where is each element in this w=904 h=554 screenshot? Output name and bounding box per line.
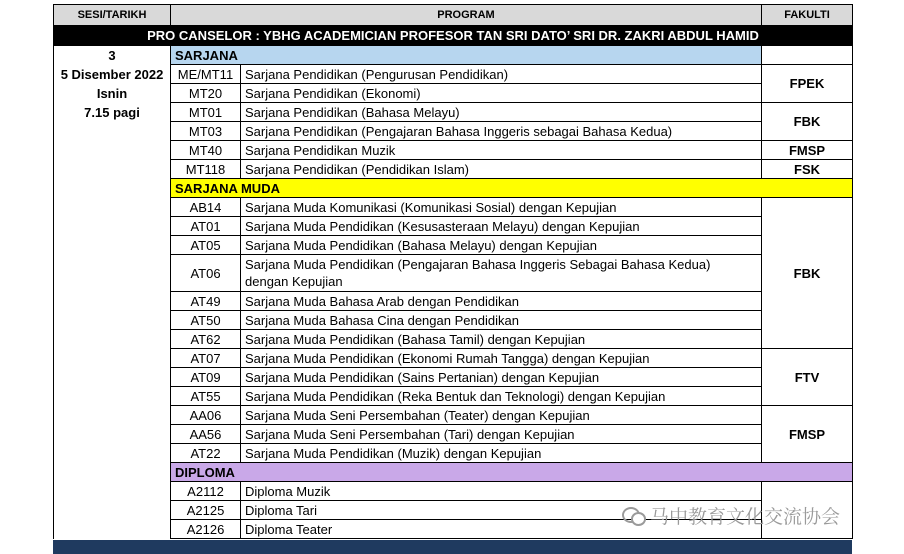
program-code: AT09 bbox=[171, 368, 241, 387]
program-name: Sarjana Muda Pendidikan (Bahasa Melayu) dengan Kepujian bbox=[241, 236, 762, 255]
program-name: Sarjana Muda Pendidikan (Bahasa Tamil) dengan Kepujian bbox=[241, 330, 762, 349]
program-name: Diploma Muzik bbox=[241, 482, 762, 501]
sesi-blank bbox=[54, 179, 171, 539]
table-row bbox=[54, 236, 853, 255]
program-code: AT01 bbox=[171, 217, 241, 236]
header-sesi: SESI/TARIKH bbox=[54, 5, 171, 26]
table-row bbox=[54, 387, 853, 406]
program-name: Diploma Tari bbox=[241, 501, 762, 520]
table-row bbox=[54, 406, 853, 425]
program-name: Sarjana Muda Bahasa Cina dengan Pendidikan bbox=[241, 311, 762, 330]
program-code: A2126 bbox=[171, 520, 241, 539]
program-name: Sarjana Muda Pendidikan (Pengajaran Bahasa Inggeris Sebagai Bahasa Kedua) dengan Kepujian bbox=[241, 255, 762, 292]
program-code: AT06 bbox=[171, 255, 241, 292]
program-name: Sarjana Pendidikan Muzik bbox=[241, 141, 762, 160]
footer-bar bbox=[53, 540, 852, 554]
table-header-row bbox=[54, 5, 853, 26]
table-row bbox=[54, 482, 853, 501]
program-name: Sarjana Muda Pendidikan (Sains Pertanian) dengan Kepujian bbox=[241, 368, 762, 387]
program-name: Diploma Teater bbox=[241, 520, 762, 539]
program-name: Sarjana Muda Pendidikan (Ekonomi Rumah Tangga) dengan Kepujian bbox=[241, 349, 762, 368]
program-code: AT05 bbox=[171, 236, 241, 255]
program-code: A2112 bbox=[171, 482, 241, 501]
program-name: Sarjana Muda Pendidikan (Muzik) dengan Kepujian bbox=[241, 444, 762, 463]
program-name: Sarjana Muda Bahasa Arab dengan Pendidikan bbox=[241, 292, 762, 311]
section-diploma: DIPLOMA bbox=[171, 463, 853, 482]
program-name: Sarjana Pendidikan (Pengurusan Pendidikan) bbox=[241, 65, 762, 84]
fakulti-fbk: FBK bbox=[762, 198, 853, 349]
table-row bbox=[54, 311, 853, 330]
table-row bbox=[54, 368, 853, 387]
program-name: Sarjana Pendidikan (Bahasa Melayu) bbox=[241, 103, 762, 122]
table-row bbox=[54, 292, 853, 311]
section-row-diploma bbox=[54, 463, 853, 482]
table-row bbox=[54, 255, 853, 292]
table-row bbox=[54, 217, 853, 236]
program-name: Sarjana Muda Pendidikan (Reka Bentuk dan Teknologi) dengan Kepujian bbox=[241, 387, 762, 406]
program-code: AT49 bbox=[171, 292, 241, 311]
fakulti-fsk: FSK bbox=[762, 160, 853, 179]
fakulti-fbk: FBK bbox=[762, 103, 853, 141]
table-row bbox=[54, 141, 853, 160]
program-code: MT01 bbox=[171, 103, 241, 122]
program-name: Sarjana Muda Komunikasi (Komunikasi Sosial) dengan Kepujian bbox=[241, 198, 762, 217]
section-row-sarjana-muda bbox=[54, 179, 853, 198]
table-row bbox=[54, 103, 853, 122]
program-code: AT22 bbox=[171, 444, 241, 463]
program-code: AT55 bbox=[171, 387, 241, 406]
table-row bbox=[54, 84, 853, 103]
program-name: Sarjana Muda Pendidikan (Kesusasteraan Melayu) dengan Kepujian bbox=[241, 217, 762, 236]
program-code: MT20 bbox=[171, 84, 241, 103]
pro-canselor-text: PRO CANSELOR : YBHG ACADEMICIAN PROFESOR TAN SRI DATO’ SRI DR. ZAKRI ABDUL HAMID bbox=[54, 26, 853, 46]
pro-canselor-row bbox=[54, 26, 853, 46]
program-code: MT03 bbox=[171, 122, 241, 141]
program-code: AT50 bbox=[171, 311, 241, 330]
fakulti-fpek: FPEK bbox=[762, 65, 853, 103]
section-row-sarjana bbox=[54, 46, 853, 65]
program-code: AA06 bbox=[171, 406, 241, 425]
program-name: Sarjana Pendidikan (Pendidikan Islam) bbox=[241, 160, 762, 179]
program-name: Sarjana Pendidikan (Pengajaran Bahasa Inggeris sebagai Bahasa Kedua) bbox=[241, 122, 762, 141]
program-code: AB14 bbox=[171, 198, 241, 217]
program-code: A2125 bbox=[171, 501, 241, 520]
table-row bbox=[54, 349, 853, 368]
table-row bbox=[54, 65, 853, 84]
sesi-date: 5 Disember 2022 bbox=[60, 67, 164, 82]
program-name: Sarjana Pendidikan (Ekonomi) bbox=[241, 84, 762, 103]
header-program: PROGRAM bbox=[171, 5, 762, 26]
fakulti-fmsp: FMSP bbox=[762, 406, 853, 463]
wechat-icon bbox=[622, 504, 644, 526]
sesi-cell bbox=[54, 46, 171, 179]
section-sarjana: SARJANA bbox=[171, 46, 762, 65]
program-name: Sarjana Muda Seni Persembahan (Teater) dengan Kepujian bbox=[241, 406, 762, 425]
program-code: MT118 bbox=[171, 160, 241, 179]
program-code: AT62 bbox=[171, 330, 241, 349]
table-row bbox=[54, 198, 853, 217]
program-code: AA56 bbox=[171, 425, 241, 444]
convocation-table bbox=[53, 4, 853, 539]
watermark bbox=[622, 502, 882, 528]
table-row bbox=[54, 444, 853, 463]
watermark-text: 马中教育文化交流协会 bbox=[650, 505, 841, 528]
header-fakulti: FAKULTI bbox=[762, 5, 853, 26]
fakulti-ftv: FTV bbox=[762, 349, 853, 406]
table-row bbox=[54, 122, 853, 141]
sesi-day: Isnin bbox=[96, 86, 128, 101]
fakulti-fmsp: FMSP bbox=[762, 141, 853, 160]
sesi-number: 3 bbox=[108, 48, 116, 63]
program-code: AT07 bbox=[171, 349, 241, 368]
program-name: Sarjana Muda Seni Persembahan (Tari) dengan Kepujian bbox=[241, 425, 762, 444]
program-code: MT40 bbox=[171, 141, 241, 160]
fakulti-empty bbox=[762, 46, 853, 65]
table-row bbox=[54, 160, 853, 179]
sesi-time: 7.15 pagi bbox=[84, 105, 140, 120]
program-code: ME/MT11 bbox=[171, 65, 241, 84]
section-sarjana-muda: SARJANA MUDA bbox=[171, 179, 853, 198]
table-row bbox=[54, 425, 853, 444]
table-row bbox=[54, 330, 853, 349]
